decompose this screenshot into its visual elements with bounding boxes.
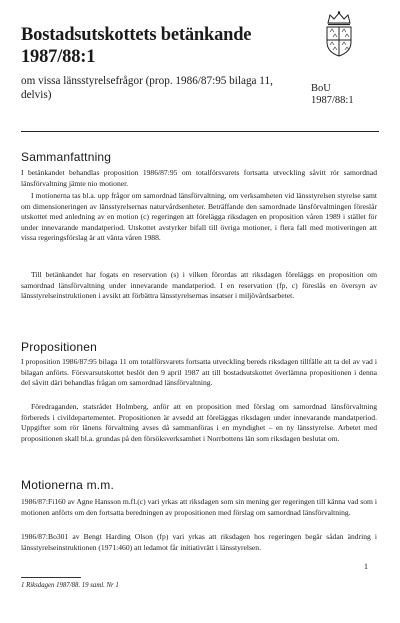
page-number: 1 [364,562,368,571]
section-heading-proposition: Propositionen [21,340,97,354]
swedish-coat-of-arms-icon [324,10,354,58]
document-code [311,83,354,107]
document-subtitle: om vissa länsstyrelsefrågor (prop. 1986/87:95 bilaga 11, delvis) [21,75,273,101]
document-title [21,24,251,68]
section-heading-motions: Motionerna m.m. [21,478,115,492]
footnote: 1 Riksdagen 1987/88. 19 saml. Nr 1 [21,582,119,589]
section-heading-summary: Sammanfattning [21,150,112,164]
summary-paragraph-3: Till betänkandet har fogats en reservation (s) i vilken förordas att riksdagen föreläggs en proposition om samordnad länsförvaltning under innevarande mandatperiod. I en reservation (fp, c) föreslås en översyn av länsstyrelseinstruktionen i avsikt att förbättra länsstyrelsernas insatser i miljövårdsarbetet. [21,270,377,300]
header-divider [21,131,379,132]
motions-paragraph-1: 1986/87:Fi160 av Agne Hansson m.fl.(c) vari yrkas att riksdagen som sin mening ger regeringen till känna vad som i motionen anförts om den fortsatta beredningen av propositionen med förslag om samordnad länsförvaltning. [21,497,377,517]
summary-paragraph-2: I motionerna tas bl.a. upp frågor om samordnad länsförvaltning, om verksamheten vid länsstyrelsen styrelse samt om dimensioneringen av länsstyrelsernas naturvårdsenheter. Beträffande den samordnade länsförvaltningen föreslår utskottet med anledning av en motion (c) regeringen att föreläggа riksdagen en proposition våren 1989 i stället för under innevarande mandatperiod. Utskottet avstyrker bifall till övriga motioner, i flera fall med motiveringen att vissa regeringsförslag är att vänta våren 1988. [21,191,377,242]
proposition-paragraph-2: Föredraganden, statsrådet Holmberg, anför att en proposition med förslag om samordnad länsförvaltning förbereds i civildepartementet. Propositionen är avsedd att föreläggas riksdagen under innevarande mandatperiod. Uppgifter som rör länens förvaltning avses då sammanföras i en myndighet – en ny länsstyrelse. Arbetet med propositionen skall bl.a. grundas på den försöksverksamhet i Norrbottens län som riksdagen beslutat om. [21,402,377,443]
footnote-divider [21,577,81,578]
title-line-1: Bostadsutskottets betänkande [21,25,252,45]
code-line-1: BoU [311,83,331,94]
summary-paragraph-1: I betänkandet behandlas proposition 1986/87:95 om totalförsvarets fortsatta utveckling såvitt rör samordnad länsförvaltning jämte nio motioner. [21,168,377,188]
code-line-2: 1987/88:1 [311,95,354,106]
title-line-2: 1987/88:1 [21,47,96,67]
motions-paragraph-2: 1986/87:Bo301 av Bengt Harding Olson (fp) vari yrkas att riksdagen hos regeringen begär sådan ändring i länsstyrelseinstruktionen (1971:460) att ledamot får initiativrätt i länsstyrelsen. [21,532,377,552]
proposition-paragraph-1: I proposition 1986/87:95 bilaga 11 om totalförsvarets fortsatta utveckling bereds riksdagen tillfälle att ta del av vad i bilagan anförts. Försvarsutskottet beslöt den 9 april 1987 att till bostadsutskottet överlämna propositionen i denna del såvitt däri behandlas frågan om samordnad länsförvaltning. [21,357,377,387]
